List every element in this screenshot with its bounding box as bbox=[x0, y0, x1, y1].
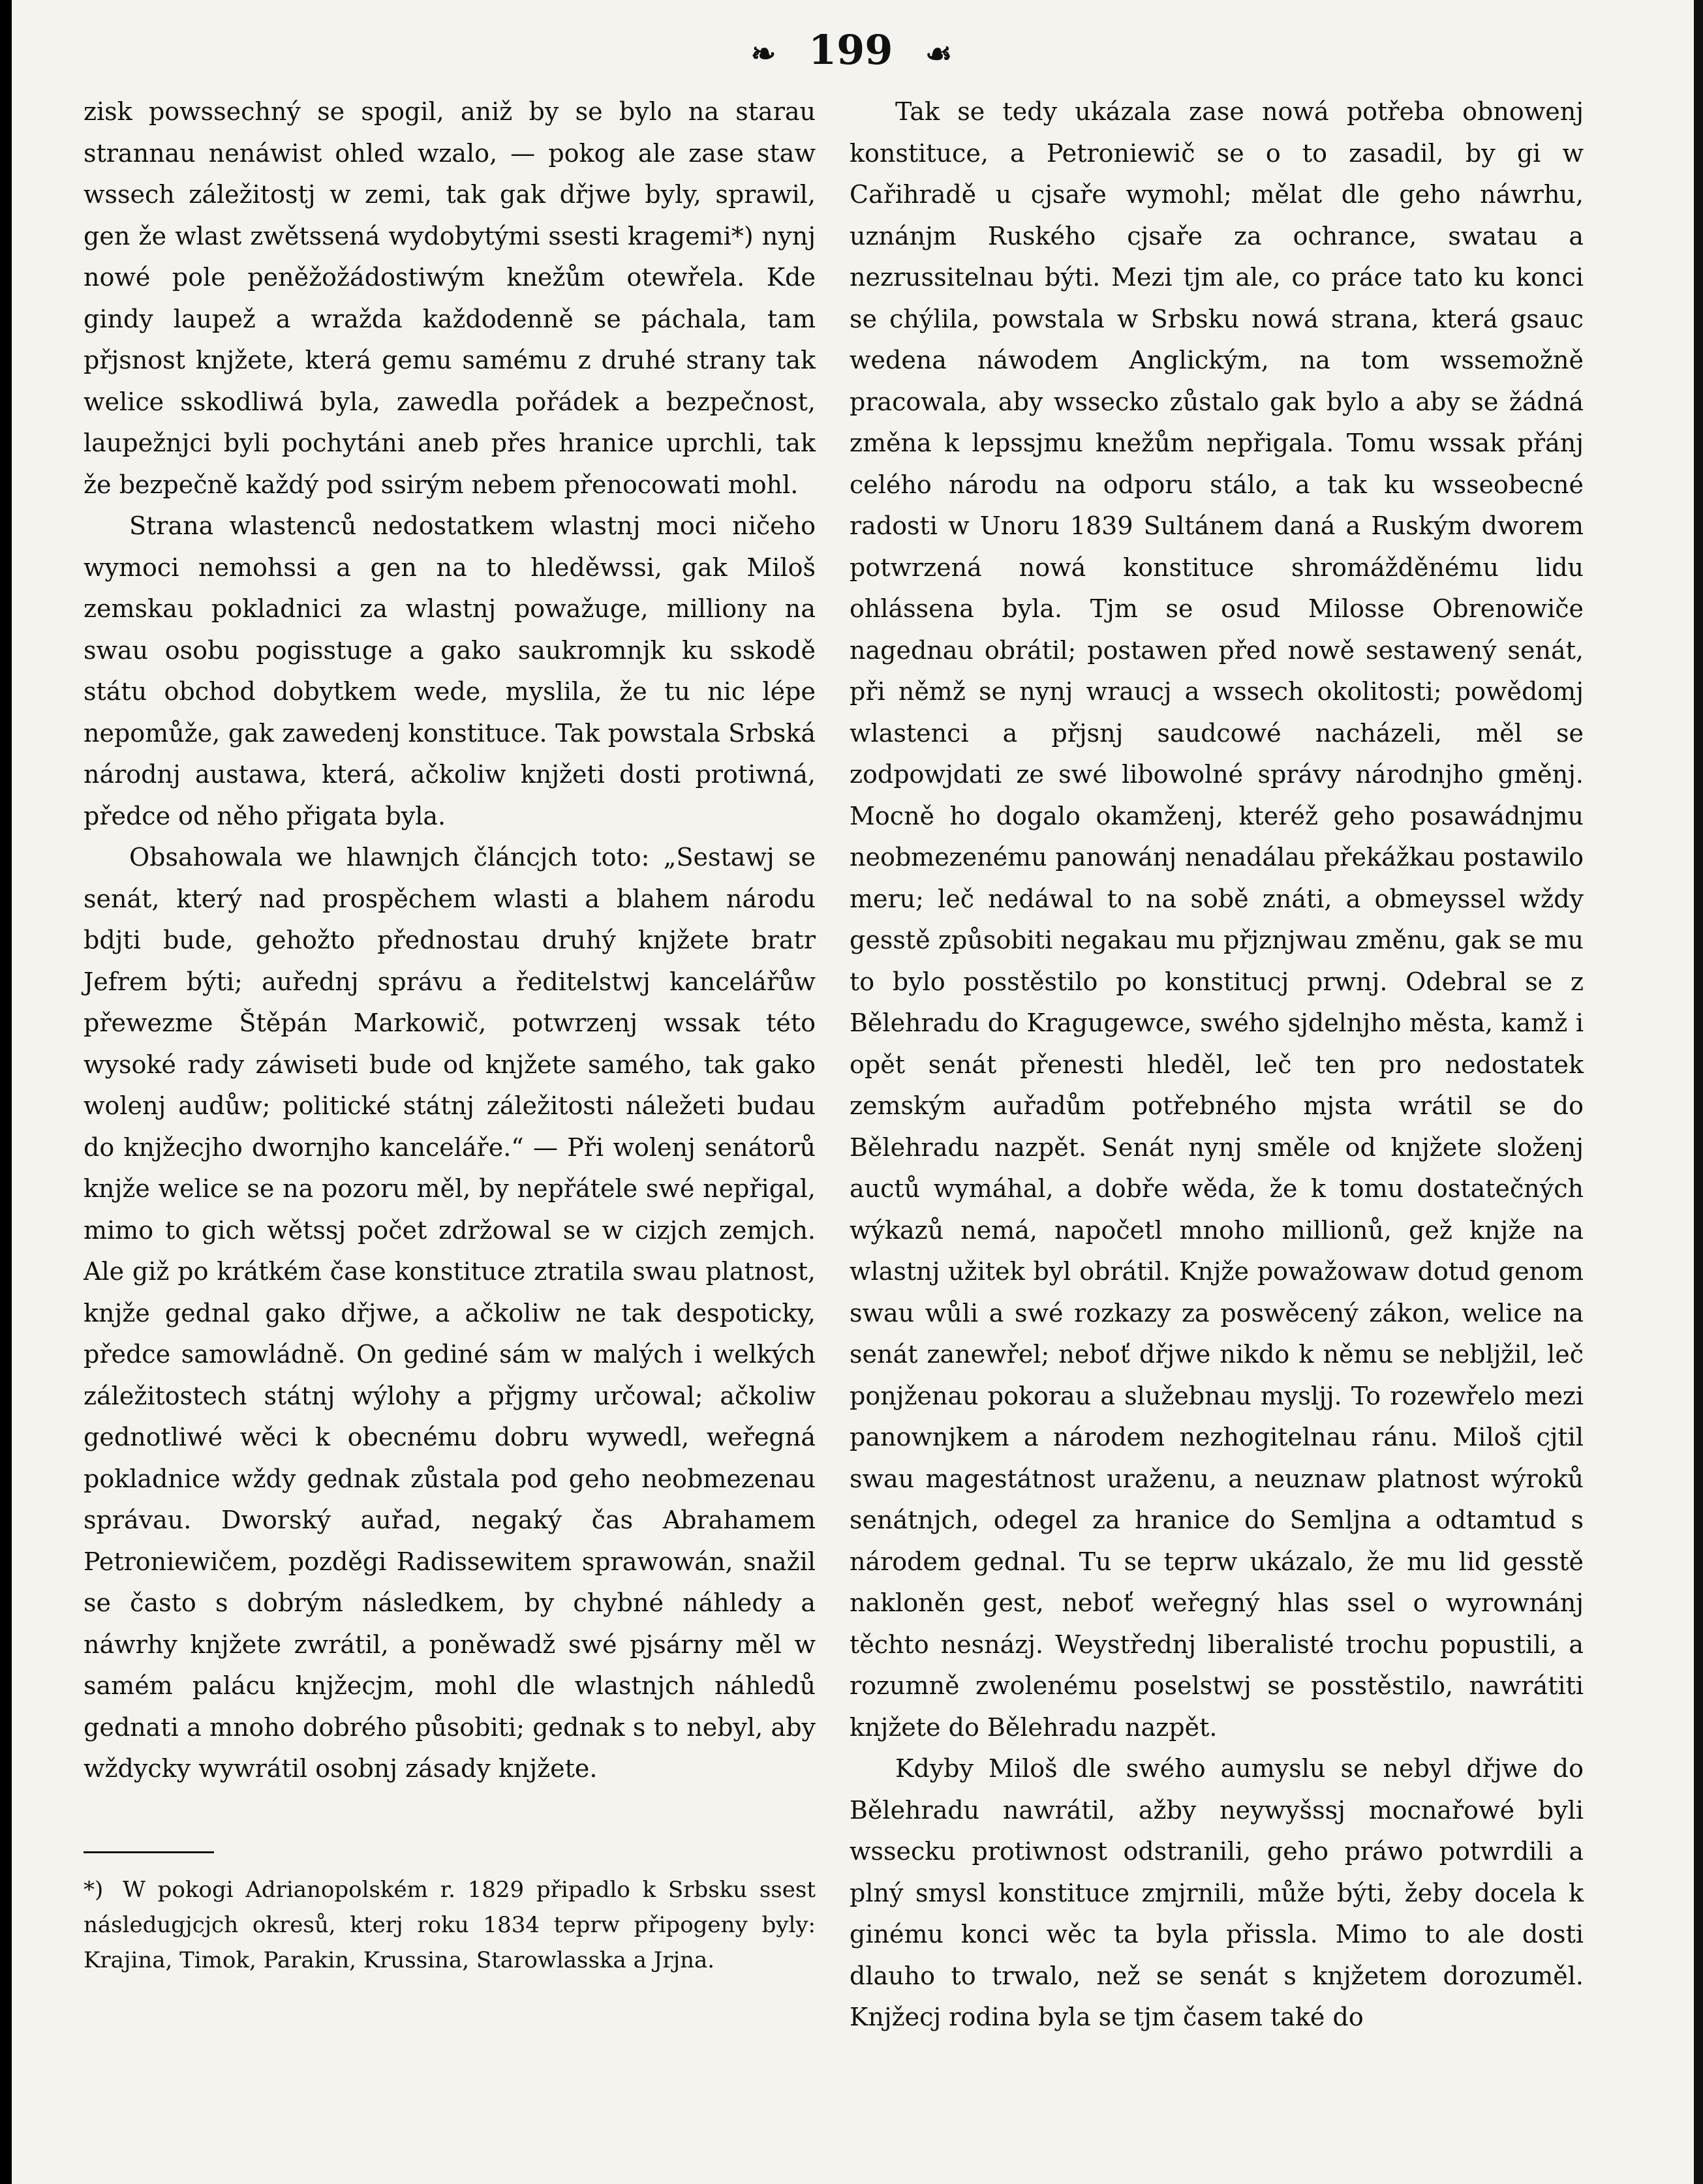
footnote-divider bbox=[84, 1851, 214, 1853]
paragraph: Obsahowala we hlawnjch článcjch toto: „Sestawj se senát, který nad prospěchem wlasti a blahem národu bdjti bude, gehožto přednostau druhý knjžete bratr Jefrem býti; auřednj správu a ředitelstwj kancelářůw přewezme Štěpán Markowič, potwrzenj wssak této wysoké rady záwiseti bude od knjžete samého, tak gako wolenj audůw; politické státnj záležitosti náležeti budau do knjžecjho dwornjho kanceláře.“ — Při wolenj senátorů knjže welice se na pozoru měl, by nepřátele swé nepřigal, mimo to gich wětssj počet zdržowal se w cizjch zemjch. Ale giž po krátkém čase konstituce ztratila swau platnost, knjže gednal gako dřjwe, a ačkoliw ne tak despoticky, předce samowládně. On gediné sám w malých i welkých záležitostech státnj wýlohy a přjgmy určowal; ačkoliw gednotliwé wěci k obecnému dobru wywedl, weřegná pokladnice wždy gednak zůstala pod geho neobmezenau správau. Dworský auřad, negaký čas Abrahamem Petroniewičem, pozděgi Radissewitem sprawowán, snažil se často s dobrým následkem, by chybné náhledy a náwrhy knjžete zwrátil, a poněwadž swé pjsárny měl w samém palácu knjžecjm, mohl dle wlastnjch náhledů gednati a mnoho dobrého působiti; gednak s to nebyl, aby wždycky wywrátil osobnj zásady knjžete. bbox=[84, 843, 816, 1783]
paragraph: Strana wlastenců nedostatkem wlastnj moci ničeho wymoci nemohssi a gen na to hleděwssi, gak Miloš zemskau pokladnici za wlastnj powažuge, milliony na swau osobu pogisstuge a gako saukromnjk ku sskodě státu obchod dobytkem wede, myslila, že tu nic lépe nepomůže, gak zawedenj konstituce. Tak powstala Srbská národnj austawa, která, ačkoliw knjžeti dosti protiwná, předce od něho přigata byla. bbox=[84, 511, 816, 830]
right-ornament-icon: ☙ bbox=[925, 36, 953, 71]
page-number: 199 bbox=[808, 26, 893, 74]
right-column bbox=[850, 91, 1584, 2039]
left-ornament-icon: ❧ bbox=[750, 36, 776, 71]
paragraph: zisk powssechný se spogil, aniž by se bylo na starau strannau nenáwist ohled wzalo, — pokog ale zase staw wssech záležitostj w zemi, tak gak dřjwe byly, sprawil, gen že wlast zwětssená wydobytými ssesti kragemi*) nynj nowé pole peněžožádostiwým knežům otewřela. Kde gindy laupež a wražda každodenně se páchala, tam přjsnost knjžete, která gemu samému z druhé strany tak welice sskodliwá byla, zawedla pořádek a bezpečnost, laupežnjci byli pochytáni aneb přes hranice uprchli, tak že bezpečně každý pod ssirým nebem přenocowati mohl. bbox=[84, 97, 816, 499]
page-edge bbox=[1694, 0, 1703, 2184]
page-header bbox=[0, 26, 1703, 74]
footnote-text: W pokogi Adrianopolském r. 1829 připadlo k Srbsku ssest následugjcjch okresů, kterj roku 1834 teprw připogeny byly: Krajina, Timok, Parakin, Krussina, Starowlasska a Jrjna. bbox=[84, 1877, 816, 1973]
paragraph: Kdyby Miloš dle swého aumyslu se nebyl dřjwe do Bělehradu nawrátil, ažby neywyšssj mocnařowé byli wssecku protiwnost odstranili, geho práwo potwrdili a plný smysl konstituce zmjrnili, může býti, žeby docela k ginému konci wěc ta byla přissla. Mimo to ale dosti dlauho to trwalo, než se senát s knjžetem dorozuměl. Knjžecj rodina byla se tjm časem také do bbox=[850, 1754, 1584, 2031]
paragraph: Tak se tedy ukázala zase nowá potřeba obnowenj konstituce, a Petroniewič se o to zasadil, by gi w Cařihradě u cjsaře wymohl; mělat dle geho náwrhu, uznánjm Ruského cjsaře za ochrance, swatau a nezrussitelnau býti. Mezi tjm ale, co práce tato ku konci se chýlila, powstala w Srbsku nowá strana, která gsauc wedena náwodem Anglickým, na tom wssemožně pracowala, aby wssecko zůstalo gak bylo a aby se žádná změna k lepssjmu knežům nepřigala. Tomu wssak přánj celého národu na odporu stálo, a tak ku wsseobecné radosti w Unoru 1839 Sultánem daná a Ruským dworem potwrzená nowá konstituce shromážděnému lidu ohlássena byla. Tjm se osud Milosse Obrenowiče nagednau obrátil; postawen před nowě sestawený senát, při němž se nynj wraucj a wssech okolitosti; powědomj wlastenci a přjsnj saudcowé nacházeli, měl se zodpowjdati ze swé libowolné správy národnjho gměnj. Mocně ho dogalo okamženj, kteréž geho posawádnjmu neobmezenému panowánj nenadálau překážkau postawilo meru; leč nedáwal to na sobě znáti, a obmeyssel wždy gesstě způsobiti negakau mu přjznjwau změnu, gak se mu to bylo posstěstilo po konstitucj prwnj. Odebral se z Bělehradu do Kragugewce, swého sjdelnjho města, kamž i opět senát přenesti hleděl, leč ten pro nedostatek zemským auřadům potřebného mjsta wrátil se do Bělehradu nazpět. Senát nynj směle od knjžete složenj auctů wymáhal, a dobře wěda, že k tomu dostatečných wýkazů nemá, napočetl mnoho millionů, gež knjže na wlastnj užitek byl obrátil. Knjže powažowaw dotud genom swau wůli a swé rozkazy za poswěcený zákon, welice na senát zanewřel; neboť dřjwe nikdo k němu se nebljžil, leč ponjženau pokorau a služebnau mysljj. To rozewřelo mezi panownjkem a národem nezhogitelnau ránu. Miloš cjtil swau magestátnost uraženu, a neuznaw platnost wýroků senátnjch, odegel za hranice do Semljna a odtamtud s národem gednal. Tu se teprw ukázalo, že mu lid gesstě nakloněn gest, neboť weřegný hlas ssel o wyrownánj těchto nesnázj. Weystřednj liberalisté trochu popustili, a rozumně zwolenému poselstwj se posstěstilo, nawrátiti knjžete do Bělehradu nazpět. bbox=[850, 97, 1584, 1742]
footnote bbox=[84, 1872, 816, 1978]
left-column bbox=[84, 91, 816, 1790]
footnote-mark: *) bbox=[84, 1877, 104, 1903]
